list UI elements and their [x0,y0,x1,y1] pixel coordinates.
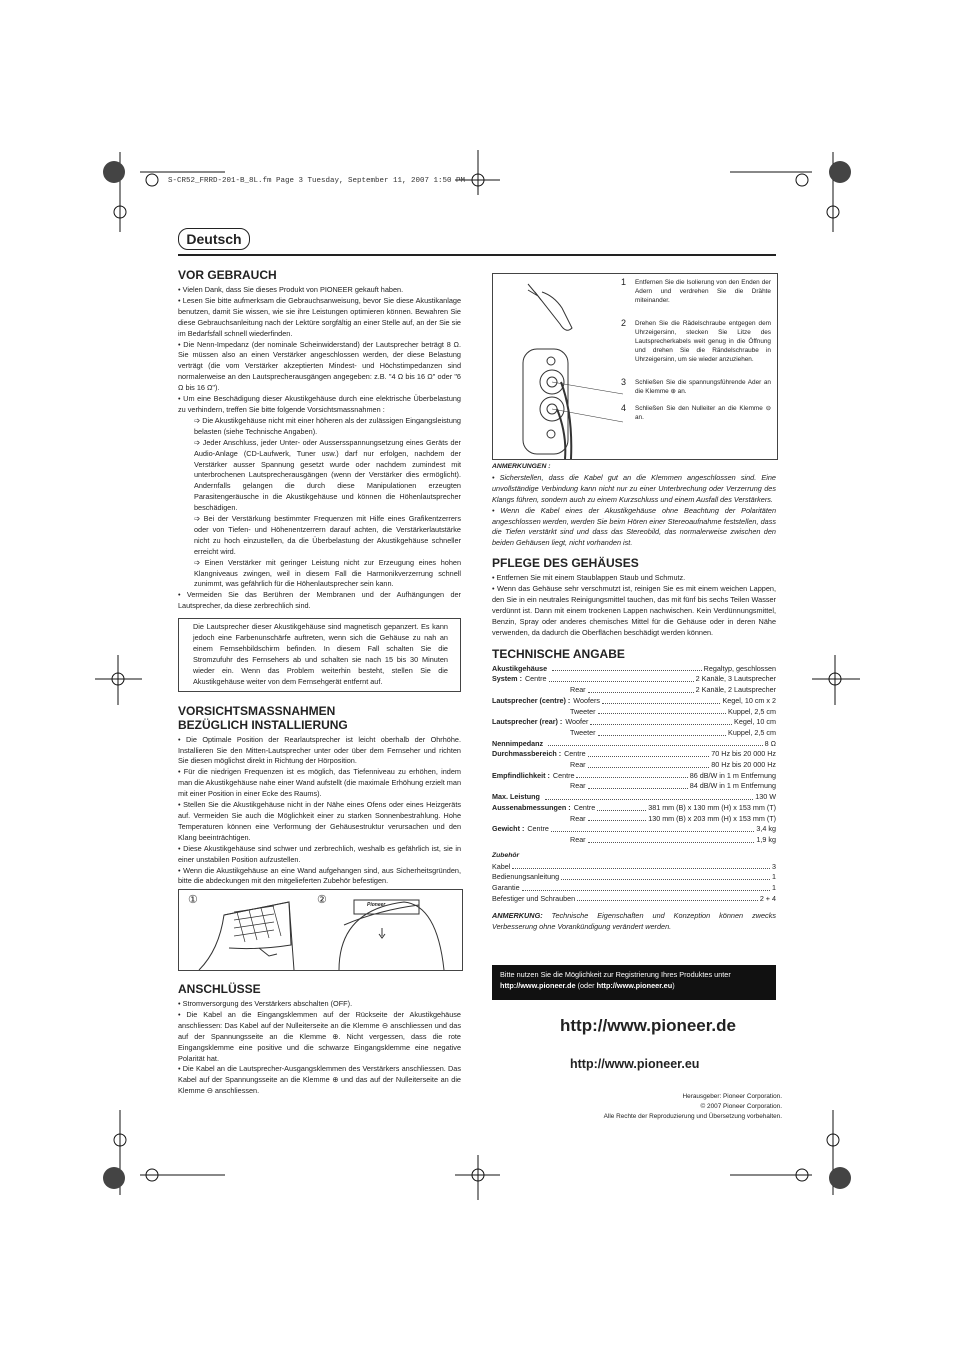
vorsicht-item: • Die Optimale Position der Rearlautsprecher ist leicht oberhalb der Ohrhöhe. Installieren Sie den Mitten-Lautsprecher unter oder über dem Fernseher und richten Sie diesen möglichst direkt in Richtung der Hörposition. [178,734,461,766]
vor-subitem: ➩ Bei der Verstärkung bestimmter Frequenzen mit Hilfe eines Grafikentzerrers oder von Tiefen- und Höhenentzerrern darauf achten, die Verstärkerlautstärke nicht zu hoch einzustellen, da die Überbelastung der Akustikgehäuse schneller erreicht wird. [194,514,461,556]
spec-key: Durchmassbereich : [492,749,562,759]
magnetic-notice-box [178,618,461,691]
publisher-line: Herausgeber: Pioneer Corporation. [682,1093,782,1100]
spec-sub: Tweeter [570,727,596,737]
registration-mid: (oder [575,981,597,990]
right-column [492,462,776,933]
step-number: 4 [621,403,627,413]
vorsicht-title: VORSICHTSMASSNAHMEN [178,703,336,718]
spec-key: Gewicht : [492,824,525,834]
spec-row [492,792,776,803]
zubehoer-value: 1 [772,872,776,882]
anschluesse-item: • Die Kabel an die Lautsprecher-Ausgangsklemmen des Verstärkers anschliessen. Das Kabel auf der Spannungsseite an die Klemme ⊕ und das auf der Nulleiterseite an die Klemme ⊖ anschliessen. [178,1064,461,1096]
spec-sub: Woofers [573,695,600,705]
spec-row [492,803,776,814]
step-item [621,319,771,364]
fig-step-2: ② [317,894,327,906]
spec-value: 3,4 kg [756,824,776,834]
spec-value: Kegel, 10 cm x 2 [722,695,776,705]
url-eu[interactable]: http://www.pioneer.eu [570,1057,700,1071]
spec-sub: Rear [570,834,586,844]
spec-row [492,814,776,825]
vor-subitem: ➩ Einen Verstärker mit geringer Leistung nicht zur Erzeugung eines hohen Klangniveaus zwingen, weil in diesem Fall die Harmonikverzerrung schnell zunimmt, was gefährlich für die Höhenlautsprecher sein kann. [194,557,461,589]
vor-item: • Die Nenn-Impedanz (der nominale Scheinwiderstand) der Lautsprecher beträgt 8 Ω. Sie müssen also an einen Verstärker angeschlossen werden, der diese Belastung verträgt (die vom Verstärker akzeptierten Mindest- und Höchstimpedanzen sind normalerweise an den Lautsprecherausgängen angegeben: z.B. "4 Ω bis 16 Ω" oder "6 Ω bis 16 Ω"). [178,339,461,393]
spec-leader [588,781,688,789]
zubehoer-row [492,872,776,883]
steps-list [621,278,771,422]
registration-text: Bitte nutzen Sie die Möglichkeit zur Registrierung Ihres Produktes unter [500,970,731,979]
spec-leader [549,674,694,682]
zubehoer-leader [561,872,770,880]
spec-table [492,664,776,846]
step-text: Schließen Sie den Nulleiter an die Klemme ⊖ an. [635,405,771,421]
zubehoer-value: 2 + 4 [759,893,776,903]
spec-leader [552,664,702,672]
spec-leader [588,760,710,768]
zubehoer-value: 1 [772,882,776,892]
zubehoer-row [492,894,776,905]
spec-value: 2 Kanäle, 2 Lautsprecher [695,685,776,695]
spec-key: Max. Leistung [492,792,540,802]
fig-step-1: ① [188,894,198,906]
spec-leader [588,685,694,693]
spec-leader [551,824,754,832]
spec-row [492,749,776,760]
vorsicht-subtitle: BEZÜGLICH INSTALLIERUNG [178,717,348,732]
spec-row [492,696,776,707]
anmerkungen-item: • Sicherstellen, dass die Kabel gut an die Klemmen angeschlossen sind. Eine unvollständige Verbindung kann nicht nur zu einer Unterbrechung oder Verzerrung des Klangs führen, sondern auch zu einem Kurzschluss und einem Ausfall des Verstärkers. [492,472,776,504]
spec-row [492,835,776,846]
step-text: Drehen Sie die Rädelschraube entgegen dem Uhrzeigersinn, stecken Sie Litze des Lautsprecherkabels weit genug in die Öffnung und drehen Sie die Rändelschraube in Uhrzeigersinn, um sie wieder anzuziehen. [635,320,771,363]
spec-leader [588,835,755,843]
spec-value: 130 W [755,792,776,802]
magnetic-notice-text: Die Lautsprecher dieser Akustikgehäuse sind magnetisch gepanzert. Es kann jedoch eine Farbenunschärfe auftreten, wenn sich die Gehäuse zu nah an einem Fernsehbildschirm befinden. In diesem Fall schalten Sie die Stromzufuhr des Fernsehers ab und schalten sie nach 15 bis 30 Minuten wieder ein. Wenn das Problem weiterhin besteht, stellen Sie die Akustikgehäuse weiter von dem Fernsehgerät entfernt auf. [193,622,448,686]
pflege-item: • Wenn das Gehäuse sehr verschmutzt ist, reinigen Sie es mit einem weichen Lappen, den Sie in ein neutrales Reinigungsmittel tauchen, das mit fünf bis sechs Teilen Wasser verdünnt ist. Dann mit einem trockenen Lappen nachwischen. Kein Verdünnungsmittel, Benzin, Spray oder anderes chemisches Mittel für die Gehäuse oder in deren Nähe verwenden, da dadurch die Oberflächen beschädigt werden können. [492,584,776,637]
spec-sub: Centre [527,824,549,834]
anschluesse-title: ANSCHLÜSSE [178,982,261,996]
spec-sub: Centre [524,674,547,684]
vorsicht-item: • Wenn die Akustikgehäuse an eine Wand aufgehangen sind, aus Sicherheitsgründen, bitte die abdeckungen mit den mitgelieferten Zubehör befestigen. [178,865,461,886]
anmerkungen-item: • Wenn die Kabel eines der Akustikgehäuse ohne Beachtung der Polaritäten angeschlossen werden, werden Sie beim Hören einer Stereoaufnahme feststellen, dass die Tiefen verstärkt sind und dass das Stereobild, das normalerweise zwischen den beiden Gehäusen liegt, nicht vorhanden ist. [492,505,776,548]
spec-value: 70 Hz bis 20 000 Hz [711,749,776,759]
zubehoer-title: Zubehör [492,851,520,859]
spec-leader [576,771,687,779]
left-column [178,262,461,887]
anschluesse-item: • Stromversorgung des Verstärkers abschalten (OFF). [178,999,353,1008]
anmerkungen-title: ANMERKUNGEN : [492,463,551,470]
registration-link-de[interactable]: http://www.pioneer.de [500,981,576,990]
spec-leader [598,707,726,715]
pflege-title: PFLEGE DES GEHÄUSES [492,556,639,571]
zubehoer-key: Kabel [492,861,511,871]
tech-title: TECHNISCHE ANGABE [492,646,625,661]
pflege-item: • Entfernen Sie mit einem Staublappen Staub und Schmutz. [492,573,686,583]
tech-note-text: Technische Eigenschaften und Konzeption können zwecks Verbesserung ohne Vorankündigung verändert werden. [492,911,776,932]
zubehoer-key: Befestiger und Schrauben [492,893,576,903]
spec-leader [588,749,710,757]
spec-row [492,781,776,792]
zubehoer-key: Garantie [492,882,520,892]
language-badge: Deutsch [178,228,250,250]
publisher-info [560,1092,782,1122]
spec-row [492,739,776,750]
spec-sub: Rear [570,813,586,823]
spec-row [492,674,776,685]
step-text: Entfernen Sie die Isolierung von den Enden der Adern und verdrehen Sie die Drähte miteinander. [635,279,771,304]
spec-row [492,728,776,739]
zubehoer-list [492,862,776,905]
spec-value: 8 Ω [764,738,776,748]
step-number: 3 [621,377,627,387]
zubehoer-leader [512,862,770,870]
spec-leader [598,728,726,736]
zubehoer-row [492,862,776,873]
spec-key: Akustikgehäuse [492,663,548,673]
step-text: Schließen Sie die spannungsführende Ader an die Klemme ⊕ an. [635,379,771,395]
spec-value: 86 dB/W in 1 m Entfernung [689,770,776,780]
step-number: 1 [621,277,627,287]
zubehoer-leader [577,894,758,902]
spec-value: 1,9 kg [756,834,776,844]
step-item [621,404,771,422]
spec-key: Lautsprecher (centre) : [492,695,571,705]
registration-box [492,965,776,1000]
header-rule [178,254,776,256]
spec-row [492,771,776,782]
spec-sub: Centre [552,770,575,780]
spec-row [492,707,776,718]
vor-subitem: ➩ Jeder Anschluss, jeder Unter- oder Aussersspannungsetzung eines Geräts der Audio-Anlage (CD-Laufwerk, Tuner usw.) darf nur erfolgen, nachdem der Verstärker ausser Spannung gesetzt wurde oder nachdem zumindest mit unterbrochenen Lautsprecherausgängen (wenn der Verstärker dies ermöglicht). Andernfalls gelangen die durch diese Manipulationen erzeugten Parasitengeräusche in die Akustikgehäuse und können die Höhenlautsprecher beschädigen. [194,437,461,513]
zubehoer-row [492,883,776,894]
spec-key: Lautsprecher (rear) : [492,717,563,727]
connection-figure [492,273,778,460]
spec-key: Aussenabmessungen : [492,802,571,812]
spec-key: Empfindlichkeit : [492,770,550,780]
spec-row [492,717,776,728]
vorsicht-item: • Für die niedrigen Frequenzen ist es möglich, das Tiefenniveau zu erhöhen, indem man die Akustikgehäuse nahe einer Wand aufstellt (die maximale Erhöhung erzielt man mit einer Position in einer Ecke des Raums). [178,767,461,799]
vor-subitem: ➩ Die Akustikgehäuse nicht mit einer höheren als der zulässigen Eingangsleistung belasten (siehe Technische Angaben). [194,415,461,436]
spec-sub: Tweeter [570,706,596,716]
spec-sub: Rear [570,760,586,770]
spec-leader [602,696,721,704]
spec-sub: Centre [564,749,586,759]
zubehoer-value: 3 [772,861,776,871]
registration-link-eu[interactable]: http://www.pioneer.eu [596,981,673,990]
vor-item: • Vielen Dank, dass Sie dieses Produkt von PIONEER gekauft haben. [178,285,404,294]
spec-leader [597,803,646,811]
step-number: 2 [621,318,627,328]
file-header-line: S-CR52_FRRD-201-B_8L.fm Page 3 Tuesday, September 11, 2007 1:50 PM [168,177,466,185]
anschluesse-item: • Die Kabel an die Eingangsklemmen auf der Rückseite der Akustikgehäuse anschliessen: Das Kabel auf der Nulleiterseite an die Klemme ⊖ anschliessen und das auf der Spannungsseite an die Klemme ⊕. Nicht vergessen, dass die rote Eingangsklemme eine positive und die schwarze Eingangsklemme eine negative Polarität hat. [178,1009,461,1063]
vor-item: • Lesen Sie bitte aufmerksam die Gebrauchsanweisung, bevor Sie diese Akustikanlage benutzen, damit Sie wissen, wie sie ihre Leistungen optimieren können. Bewahren Sie diese Gebrauchsanleitung nach der Lektüre sorgfältig an einer Stelle auf, an der Sie sie im Bedarfsfall schnell wiederfinden. [178,295,461,338]
spec-leader [590,717,732,725]
spec-row [492,685,776,696]
spec-sub: Woofer [565,717,589,727]
spec-key: System : [492,674,522,684]
vor-title: VOR GEBRAUCH [178,268,277,282]
step-item [621,378,771,396]
spec-row [492,824,776,835]
spec-value: Regaltyp, geschlossen [703,663,776,673]
url-de[interactable]: http://www.pioneer.de [560,1016,736,1035]
publisher-line: Alle Rechte der Reproduzierung und Übersetzung vorbehalten. [603,1113,782,1120]
spec-sub: Centre [573,802,596,812]
zubehoer-leader [522,883,770,891]
spec-sub: Rear [570,781,586,791]
spec-value: Kuppel, 2,5 cm [728,727,776,737]
spec-leader [588,814,647,822]
tech-note-label: ANMERKUNG: [492,911,543,921]
spec-leader [545,792,753,800]
step-item [621,278,771,305]
spec-value: 80 Hz bis 20 000 Hz [711,760,776,770]
vorsicht-item: • Stellen Sie die Akustikgehäuse nicht in der Nähe eines Ofens oder eines Heizgeräts auf. Vermeiden Sie auch die Möglichkeit einer zu starken Sonnenbestrahlung. Hohe Temperaturen können eine Verformung der Gehäusestruktur verursachen und den Klang beeinträchtigen. [178,800,461,842]
spec-row [492,760,776,771]
spec-value: Kegel, 10 cm [734,717,776,727]
zubehoer-key: Bedienungsanleitung [492,872,560,882]
pioneer-logo: Pioneer [367,902,386,908]
spec-value: Kuppel, 2,5 cm [728,706,776,716]
spec-value: 2 Kanäle, 3 Lautsprecher [695,674,776,684]
anschluesse-section [178,976,461,1097]
vorsicht-item: • Diese Akustikgehäuse sind schwer und zerbrechlich, weshalb es gefährlich ist, sie in einer unstabilen Position aufzustellen. [178,843,461,864]
wall-mount-figure [178,889,463,971]
spec-value: 381 mm (B) x 130 mm (H) x 153 mm (T) [648,802,776,812]
spec-sub: Rear [570,685,586,695]
spec-leader [548,739,763,747]
spec-value: 84 dB/W in 1 m Entfernung [689,781,776,791]
vor-item: • Um eine Beschädigung dieser Akustikgehäuse durch eine elektrische Überbelastung zu verhindern, treffen Sie bitte folgende Vorsichtsmassnahmen : [178,394,461,414]
publisher-line: © 2007 Pioneer Corporation. [700,1103,782,1110]
registration-end: ) [672,981,675,990]
spec-row [492,664,776,675]
spec-value: 130 mm (B) x 203 mm (H) x 153 mm (T) [648,813,776,823]
vor-item: • Vermeiden Sie das Berühren der Membranen und der Aufhängungen der Lautsprecher, da diese zerbrechlich sind. [178,590,461,611]
tech-note [492,911,776,933]
wall-mount-drawing [179,890,462,970]
spec-key: Nennimpedanz [492,738,544,748]
